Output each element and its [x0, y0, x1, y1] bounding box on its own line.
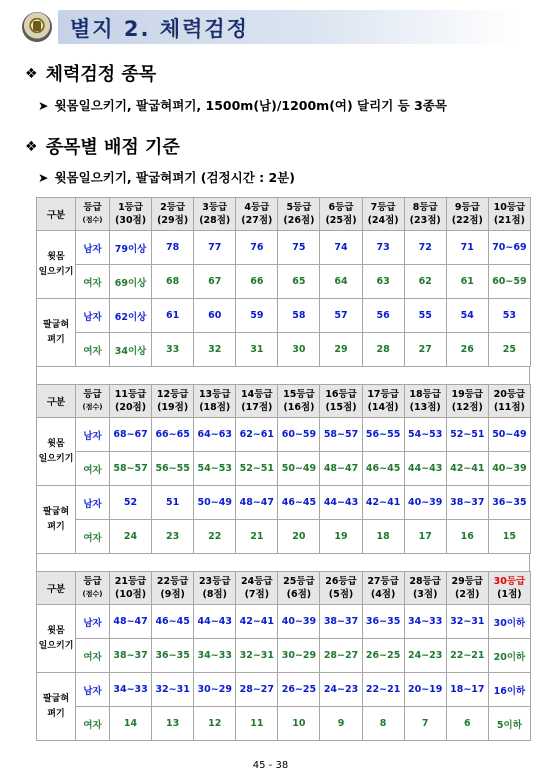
score-cell: 5이하: [488, 707, 530, 741]
score-cell: 64~63: [194, 418, 236, 452]
score-cell: 75: [278, 231, 320, 265]
grade-header-cell: [362, 385, 404, 418]
grade-header-cell: [362, 572, 404, 605]
score-cell: 34~33: [404, 605, 446, 639]
score-cell: 79이상: [110, 231, 152, 265]
score-cell: 28~27: [236, 673, 278, 707]
diamond-icon: ❖: [25, 66, 38, 82]
event-name-line1: 윗몸: [47, 251, 65, 262]
grade-label: 등급: [83, 389, 102, 400]
score-cell: 8: [362, 707, 404, 741]
grade-header-cell: [488, 198, 530, 231]
grade-header-row: [37, 198, 531, 231]
emblem-icon: [22, 12, 52, 42]
section1-title-text: 체력검정 종목: [45, 64, 157, 85]
grade-name: 5등급: [286, 202, 312, 213]
score-cell: 20이하: [488, 639, 530, 673]
score-cell: 48~47: [110, 605, 152, 639]
score-cell: 54: [446, 299, 488, 333]
score-cell: 17: [404, 520, 446, 554]
grade-name: 29등급: [451, 576, 484, 587]
table-row: [37, 707, 531, 741]
grade-points: (21점): [493, 215, 525, 226]
score-cell: 65: [278, 265, 320, 299]
event-name-cell: [37, 231, 76, 299]
score-cell: 58~57: [110, 452, 152, 486]
event-name-line2: 일으키기: [38, 453, 74, 464]
events-bullet: [38, 96, 447, 114]
grade-header-row: [37, 385, 531, 418]
score-cell: 23: [152, 520, 194, 554]
score-cell: 52~51: [446, 418, 488, 452]
score-cell: 32~31: [152, 673, 194, 707]
grade-points: (10점): [115, 589, 147, 600]
grade-name: 21등급: [114, 576, 147, 587]
grade-name: 6등급: [328, 202, 354, 213]
score-cell: 50~49: [278, 452, 320, 486]
grade-name: 26등급: [325, 576, 357, 587]
score-cell: 55: [404, 299, 446, 333]
grade-label-cell: [76, 385, 110, 418]
grade-name: 14등급: [241, 389, 273, 400]
grade-header-row: [37, 572, 531, 605]
score-cell: 9: [320, 707, 362, 741]
grade-points: (29점): [157, 215, 189, 226]
score-cell: 36~35: [488, 486, 530, 520]
grade-points: (24점): [367, 215, 399, 226]
event-name-line2: 펴기: [47, 708, 65, 719]
score-cell: 44~43: [194, 605, 236, 639]
grade-header-cell: [194, 385, 236, 418]
event-name-line1: 윗몸: [47, 625, 65, 636]
page-header: [22, 10, 520, 44]
table-row: [37, 231, 531, 265]
grade-header-cell: [278, 385, 320, 418]
grade-points: (28점): [199, 215, 231, 226]
event-name-line1: 팔굽혀: [42, 693, 70, 704]
grade-name: 3등급: [202, 202, 228, 213]
score-cell: 67: [194, 265, 236, 299]
score-cell: 40~39: [404, 486, 446, 520]
grade-header-cell: [446, 198, 488, 231]
grade-header-cell: [278, 572, 320, 605]
grade-name: 15등급: [283, 389, 315, 400]
grade-points: (25점): [325, 215, 357, 226]
grade-name: 19등급: [451, 389, 484, 400]
grade-header-cell: [152, 385, 194, 418]
score-table: [36, 384, 531, 554]
score-cell: 16이하: [488, 673, 530, 707]
grade-points: (12점): [451, 402, 483, 413]
score-table: [36, 197, 531, 367]
score-cell: 19: [320, 520, 362, 554]
grade-points: (14점): [367, 402, 399, 413]
score-cell: 50~49: [194, 486, 236, 520]
score-cell: 29: [320, 333, 362, 367]
male-label-cell: 남자: [76, 231, 110, 265]
score-cell: 58~57: [320, 418, 362, 452]
score-cell: 34~33: [194, 639, 236, 673]
female-label-cell: 여자: [76, 265, 110, 299]
score-cell: 63: [362, 265, 404, 299]
event-name-line1: 윗몸: [47, 438, 65, 449]
section-title-scoring: [25, 133, 180, 159]
score-cell: 33: [152, 333, 194, 367]
grade-points: (7점): [244, 589, 270, 600]
grade-header-cell: [152, 572, 194, 605]
score-cell: 10: [278, 707, 320, 741]
female-label-cell: 여자: [76, 707, 110, 741]
score-cell: 68~67: [110, 418, 152, 452]
score-cell: 56: [362, 299, 404, 333]
score-cell: 40~39: [488, 452, 530, 486]
event-name-line2: 펴기: [47, 334, 65, 345]
score-cell: 70~69: [488, 231, 530, 265]
female-label-cell: 여자: [76, 639, 110, 673]
score-cell: 26~25: [278, 673, 320, 707]
table-separator: [36, 553, 530, 571]
grade-name: 16등급: [325, 389, 357, 400]
score-cell: 16: [446, 520, 488, 554]
grade-header-cell: [320, 385, 362, 418]
event-name-line2: 펴기: [47, 521, 65, 532]
grade-points: (6점): [286, 589, 312, 600]
grade-points: (11점): [493, 402, 525, 413]
grade-points: (27점): [241, 215, 273, 226]
grade-points: (2점): [455, 589, 480, 600]
grade-points: (19점): [157, 402, 189, 413]
table-row: [37, 418, 531, 452]
grade-points: (22점): [451, 215, 483, 226]
score-cell: 73: [362, 231, 404, 265]
grade-header-cell: [404, 385, 446, 418]
grade-name: 1등급: [118, 202, 144, 213]
grade-header-cell: [110, 385, 152, 418]
grade-name: 2등급: [160, 202, 186, 213]
score-cell: 53: [488, 299, 530, 333]
female-label-cell: 여자: [76, 452, 110, 486]
grade-points: (13점): [409, 402, 441, 413]
score-cell: 54~53: [194, 452, 236, 486]
grade-name: 20등급: [493, 389, 526, 400]
grade-header-cell: [152, 198, 194, 231]
score-cell: 74: [320, 231, 362, 265]
gubun-cell: 구분: [37, 198, 76, 231]
score-cell: 60: [194, 299, 236, 333]
grade-points: (15점): [325, 402, 357, 413]
score-cell: 27: [404, 333, 446, 367]
score-cell: 7: [404, 707, 446, 741]
score-cell: 34이상: [110, 333, 152, 367]
score-table: [36, 571, 531, 741]
score-cell: 71: [446, 231, 488, 265]
male-label-cell: 남자: [76, 418, 110, 452]
grade-label: 등급: [83, 202, 102, 213]
score-cell: 46~45: [278, 486, 320, 520]
grade-name: 8등급: [412, 202, 438, 213]
grade-header-cell: [278, 198, 320, 231]
male-label-cell: 남자: [76, 299, 110, 333]
score-cell: 11: [236, 707, 278, 741]
event-name-line2: 일으키기: [38, 640, 74, 651]
grade-points: (30점): [115, 215, 147, 226]
gubun-cell: 구분: [37, 385, 76, 418]
score-cell: 57: [320, 299, 362, 333]
score-cell: 68: [152, 265, 194, 299]
score-cell: 22: [194, 520, 236, 554]
event-name-cell: [37, 418, 76, 486]
table-separator: [36, 366, 530, 384]
score-cell: 34~33: [110, 673, 152, 707]
score-cell: 20~19: [404, 673, 446, 707]
score-cell: 77: [194, 231, 236, 265]
score-cell: 72: [404, 231, 446, 265]
female-label-cell: 여자: [76, 520, 110, 554]
score-cell: 21: [236, 520, 278, 554]
grade-header-cell: [194, 198, 236, 231]
event-name-cell: [37, 299, 76, 367]
score-cell: 48~47: [236, 486, 278, 520]
score-cell: 51: [152, 486, 194, 520]
table-row: [37, 486, 531, 520]
grade-points: (16점): [283, 402, 315, 413]
grade-header-cell: [362, 198, 404, 231]
score-cell: 6: [446, 707, 488, 741]
event-name-line1: 팔굽혀: [42, 319, 70, 330]
score-cell: 46~45: [152, 605, 194, 639]
score-cell: 38~37: [446, 486, 488, 520]
score-cell: 56~55: [152, 452, 194, 486]
event-name-cell: [37, 605, 76, 673]
grade-header-cell: [236, 198, 278, 231]
grade-name: 18등급: [409, 389, 441, 400]
score-cell: 62~61: [236, 418, 278, 452]
grade-name: 10등급: [493, 202, 526, 213]
grade-header-cell: [110, 572, 152, 605]
score-cell: 26: [446, 333, 488, 367]
score-cell: 18: [362, 520, 404, 554]
grade-points: (26점): [283, 215, 315, 226]
score-cell: 22~21: [362, 673, 404, 707]
score-cell: 32: [194, 333, 236, 367]
score-cell: 52~51: [236, 452, 278, 486]
score-cell: 54~53: [404, 418, 446, 452]
score-cell: 66~65: [152, 418, 194, 452]
grade-label-cell: [76, 572, 110, 605]
grade-points: (8점): [202, 589, 227, 600]
male-label-cell: 남자: [76, 486, 110, 520]
grade-name: 24등급: [241, 576, 273, 587]
score-cell: 69이상: [110, 265, 152, 299]
score-cell: 44~43: [404, 452, 446, 486]
grade-name: 17등급: [367, 389, 399, 400]
score-cell: 20: [278, 520, 320, 554]
grade-label-cell: [76, 198, 110, 231]
gubun-cell: 구분: [37, 572, 76, 605]
score-cell: 36~35: [152, 639, 194, 673]
score-cell: 28~27: [320, 639, 362, 673]
female-label-cell: 여자: [76, 333, 110, 367]
score-cell: 25: [488, 333, 530, 367]
score-cell: 30~29: [278, 639, 320, 673]
grade-points: (9점): [160, 589, 185, 600]
score-cell: 52: [110, 486, 152, 520]
grade-header-cell: [488, 572, 530, 605]
grade-header-cell: [320, 572, 362, 605]
grade-header-cell: [446, 572, 488, 605]
score-cell: 60~59: [488, 265, 530, 299]
table-row: [37, 605, 531, 639]
grade-header-cell: [404, 572, 446, 605]
score-cell: 62이상: [110, 299, 152, 333]
score-cell: 46~45: [362, 452, 404, 486]
table-row: [37, 299, 531, 333]
score-cell: 58: [278, 299, 320, 333]
score-cell: 61: [152, 299, 194, 333]
score-cell: 22~21: [446, 639, 488, 673]
grade-name: 22등급: [156, 576, 189, 587]
grade-sub-label: (점수): [82, 216, 103, 224]
score-cell: 42~41: [362, 486, 404, 520]
section2-title-text: 종목별 배점 기준: [45, 137, 180, 158]
event-name-line2: 일으키기: [38, 266, 74, 277]
page-number: 45 - 38: [252, 760, 289, 771]
score-cell: 44~43: [320, 486, 362, 520]
grade-name: 9등급: [454, 202, 480, 213]
table-row: [37, 673, 531, 707]
grade-header-cell: [194, 572, 236, 605]
table-row: [37, 265, 531, 299]
grade-header-cell: [110, 198, 152, 231]
grade-header-cell: [320, 198, 362, 231]
score-cell: 18~17: [446, 673, 488, 707]
score-cell: 62: [404, 265, 446, 299]
grade-points: (3점): [412, 589, 438, 600]
scoring-bullet: [38, 168, 295, 186]
grade-sub-label: (점수): [82, 590, 103, 598]
scoring-bullet-text: 윗몸일으키기, 팔굽혀펴기 (검정시간 : 2분): [54, 170, 295, 185]
grade-points: (23점): [409, 215, 441, 226]
score-cell: 42~41: [236, 605, 278, 639]
score-cell: 32~31: [236, 639, 278, 673]
score-cell: 61: [446, 265, 488, 299]
score-cell: 24~23: [320, 673, 362, 707]
grade-header-cell: [404, 198, 446, 231]
grade-name: 7등급: [370, 202, 396, 213]
grade-points: (20점): [115, 402, 147, 413]
score-cell: 78: [152, 231, 194, 265]
table-row: [37, 452, 531, 486]
grade-name: 30등급: [493, 576, 526, 587]
arrow-right-icon: ➤: [38, 170, 49, 185]
score-cell: 15: [488, 520, 530, 554]
grade-header-cell: [236, 385, 278, 418]
grade-sub-label: (점수): [82, 403, 103, 411]
grade-header-cell: [488, 385, 530, 418]
score-cell: 56~55: [362, 418, 404, 452]
score-cell: 30이하: [488, 605, 530, 639]
score-cell: 24~23: [404, 639, 446, 673]
event-name-cell: [37, 673, 76, 741]
page-title: 별지 2. 체력검정: [70, 17, 249, 41]
grade-name: 27등급: [367, 576, 399, 587]
table-row: [37, 639, 531, 673]
score-cell: 48~47: [320, 452, 362, 486]
score-cell: 14: [110, 707, 152, 741]
grade-points: (5점): [328, 589, 354, 600]
score-cell: 40~39: [278, 605, 320, 639]
score-cell: 42~41: [446, 452, 488, 486]
score-cell: 36~35: [362, 605, 404, 639]
score-cell: 24: [110, 520, 152, 554]
grade-name: 28등급: [409, 576, 441, 587]
grade-name: 13등급: [198, 389, 231, 400]
score-cell: 50~49: [488, 418, 530, 452]
score-cell: 28: [362, 333, 404, 367]
score-cell: 66: [236, 265, 278, 299]
score-cell: 32~31: [446, 605, 488, 639]
table-row: [37, 333, 531, 367]
grade-points: (1점): [497, 589, 522, 600]
grade-name: 11등급: [114, 389, 147, 400]
grade-name: 12등급: [156, 389, 189, 400]
grade-points: (17점): [241, 402, 273, 413]
score-cell: 38~37: [320, 605, 362, 639]
score-cell: 76: [236, 231, 278, 265]
score-cell: 13: [152, 707, 194, 741]
section-title-events: [25, 60, 156, 86]
score-cell: 26~25: [362, 639, 404, 673]
score-cell: 12: [194, 707, 236, 741]
grade-points: (4점): [370, 589, 396, 600]
score-cell: 31: [236, 333, 278, 367]
table-row: [37, 520, 531, 554]
grade-name: 23등급: [198, 576, 231, 587]
score-cell: 38~37: [110, 639, 152, 673]
score-cell: 64: [320, 265, 362, 299]
male-label-cell: 남자: [76, 673, 110, 707]
grade-name: 4등급: [244, 202, 270, 213]
events-bullet-text: 윗몸일으키기, 팔굽혀펴기, 1500m(남)/1200m(여) 달리기 등 3종목: [54, 98, 447, 113]
arrow-right-icon: ➤: [38, 98, 49, 113]
diamond-icon: ❖: [25, 139, 38, 155]
event-name-line1: 팔굽혀: [42, 506, 70, 517]
score-cell: 60~59: [278, 418, 320, 452]
grade-points: (18점): [199, 402, 231, 413]
grade-header-cell: [446, 385, 488, 418]
event-name-cell: [37, 486, 76, 554]
grade-label: 등급: [83, 576, 102, 587]
male-label-cell: 남자: [76, 605, 110, 639]
grade-header-cell: [236, 572, 278, 605]
grade-name: 25등급: [283, 576, 315, 587]
score-cell: 30~29: [194, 673, 236, 707]
score-cell: 30: [278, 333, 320, 367]
score-cell: 59: [236, 299, 278, 333]
